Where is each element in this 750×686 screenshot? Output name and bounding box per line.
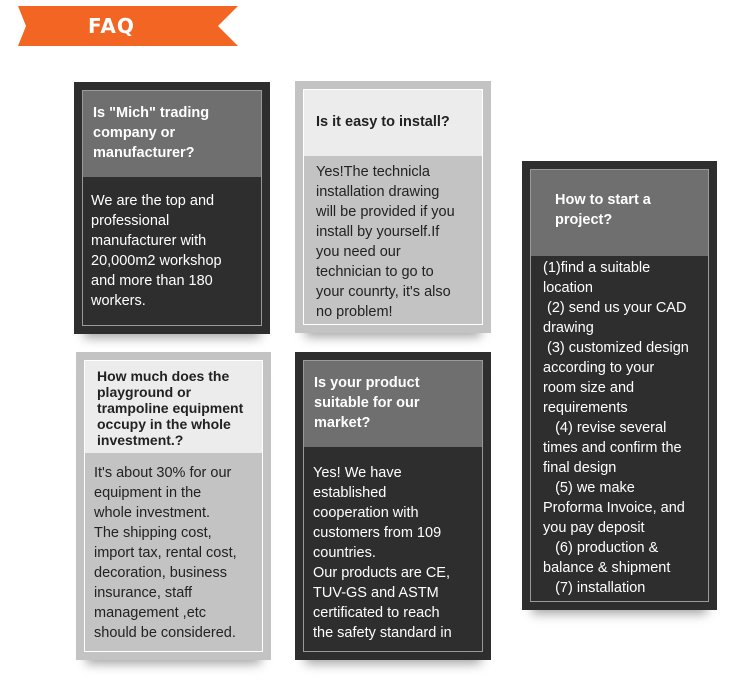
question-line: manufacturer? <box>93 145 195 161</box>
answer-line: technician to go to <box>316 264 434 280</box>
faq-answer <box>304 156 482 324</box>
faq-card-manufacturer <box>74 82 270 334</box>
question-line: company or <box>93 125 176 141</box>
answer-line: customers from 109 <box>313 525 442 541</box>
answer-line: (4) revise several <box>543 420 667 436</box>
faq-card-investment <box>76 352 271 660</box>
answer-line: The shipping cost, <box>94 525 212 541</box>
answer-line: according to your <box>543 360 655 376</box>
answer-line: you need our <box>316 244 401 260</box>
answer-line: management ,etc <box>94 605 207 621</box>
answer-line: and more than 180 <box>91 273 213 289</box>
answer-line: Yes!The technicla <box>316 164 430 180</box>
answer-line: will be provided if you <box>316 204 455 220</box>
question-line: Is your product <box>314 375 420 391</box>
answer-line: whole investment. <box>94 505 211 521</box>
answer-line: no problem! <box>316 304 393 320</box>
question-line: How much does the <box>97 368 230 384</box>
answer-line: should be considered. <box>94 625 236 641</box>
answer-line: times and confirm the <box>543 440 682 456</box>
faq-question <box>85 361 262 453</box>
answer-line: countries. <box>313 545 376 561</box>
faq-ribbon <box>18 6 238 46</box>
answer-line: (2) send us your CAD <box>543 300 687 316</box>
answer-line: (6) production & <box>543 540 659 556</box>
answer-line: insurance, staff <box>94 585 193 601</box>
question-line: occupy in the whole <box>97 416 231 432</box>
answer-line: final design <box>543 460 617 476</box>
answer-line: room size and <box>543 380 635 396</box>
answer-line: Yes! We have <box>313 465 402 481</box>
answer-line: requirements <box>543 400 628 416</box>
answer-line: workers. <box>91 293 146 309</box>
faq-answer <box>83 177 261 325</box>
answer-line: Proforma Invoice, and <box>543 500 685 516</box>
answer-line: professional <box>91 213 170 229</box>
answer-line: location <box>543 280 593 296</box>
answer-line: decoration, business <box>94 565 227 581</box>
faq-answer <box>85 453 262 651</box>
question-line: investment.? <box>97 432 184 448</box>
answer-line: Our products are CE, <box>313 565 450 581</box>
question-line: trampoline equipment <box>97 400 244 416</box>
question-line: How to start a <box>555 192 651 208</box>
answer-line: (5) we make <box>543 480 635 496</box>
answer-line: balance & shipment <box>543 560 671 576</box>
answer-line: certificated to reach <box>313 605 440 621</box>
answer-line: (7) installation <box>543 580 646 596</box>
question-line: Is it easy to install? <box>316 114 450 130</box>
answer-line: import tax, rental cost, <box>94 545 237 561</box>
answer-line: installation drawing <box>316 184 440 200</box>
faq-question <box>304 90 482 156</box>
answer-line: We are the top and <box>91 193 215 209</box>
faq-answer <box>531 256 708 601</box>
answer-line: the safety standard in <box>313 625 452 641</box>
answer-line: (3) customized design <box>543 340 689 356</box>
answer-line: your counrty, it's also <box>316 284 451 300</box>
faq-card-market <box>295 352 491 660</box>
question-line: project? <box>555 212 613 228</box>
answer-line: TUV-GS and ASTM <box>313 585 439 601</box>
answer-line: 20,000m2 workshop <box>91 253 222 269</box>
answer-line: equipment in the <box>94 485 202 501</box>
question-line: playground or <box>97 384 192 400</box>
faq-card-installation <box>295 81 491 333</box>
question-line: market? <box>314 415 371 431</box>
faq-question <box>531 170 708 256</box>
faq-question <box>83 91 261 177</box>
answer-line: established <box>313 485 387 501</box>
answer-line: manufacturer with <box>91 233 207 249</box>
faq-card-start-project <box>522 161 717 610</box>
faq-title: FAQ <box>88 14 135 38</box>
question-line: Is "Mich" trading <box>93 105 210 121</box>
faq-question <box>304 361 482 447</box>
answer-line: drawing <box>543 320 594 336</box>
answer-line: It's about 30% for our <box>94 465 232 481</box>
answer-line: you pay deposit <box>543 520 645 536</box>
answer-line: (1)find a suitable <box>543 260 651 276</box>
answer-line: install by yourself.If <box>316 224 440 240</box>
answer-line: cooperation with <box>313 505 419 521</box>
faq-answer <box>304 447 482 651</box>
question-line: suitable for our <box>314 395 420 411</box>
